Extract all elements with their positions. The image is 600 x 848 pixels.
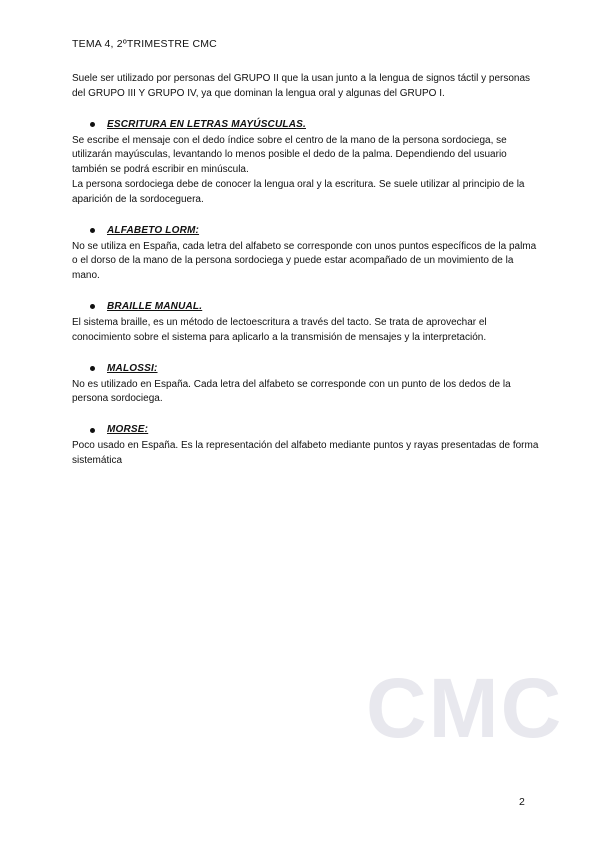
section-braille-manual xyxy=(72,300,542,346)
intro-paragraph: Suele ser utilizado por personas del GRUPO II que la usan junto a la lengua de signos táctil y personas del GRUPO III Y GRUPO IV, ya que dominan la lengua oral y algunas del GRUPO I. xyxy=(72,73,531,99)
section-paragraph: El sistema braille, es un método de lectoescritura a través del tacto. Se trata de aprovechar el conocimiento sobre el sistema para aplicarlo a la transmisión de mensajes y la interpretación. xyxy=(72,316,487,343)
section-title: ESCRITURA EN LETRAS MAYÚSCULAS. xyxy=(107,118,306,130)
section-heading xyxy=(90,362,542,376)
watermark-logo: CMC xyxy=(366,661,564,755)
page-header xyxy=(72,38,217,50)
bullet-icon xyxy=(90,366,95,371)
bullet-icon xyxy=(90,304,95,309)
section-malossi xyxy=(72,362,542,408)
section-alfabeto-lorm xyxy=(72,224,542,284)
page-number: 2 xyxy=(519,796,525,808)
section-paragraph: No se utiliza en España, cada letra del alfabeto se corresponde con unos puntos específicos de la palma o el dorso de la mano de la persona sordociega y puede estar acompañado de un movimiento de la mano. xyxy=(72,240,537,282)
section-heading xyxy=(90,300,542,314)
section-heading xyxy=(90,118,542,132)
section-paragraph: No es utilizado en España. Cada letra del alfabeto se corresponde con un punto de los dedos de la persona sordociega. xyxy=(72,378,511,405)
section-title: ALFABETO LORM: xyxy=(107,224,200,236)
document-body xyxy=(72,72,542,469)
section-heading xyxy=(90,224,542,238)
section-heading xyxy=(90,423,542,437)
section-escritura-mayusculas xyxy=(72,118,542,208)
bullet-icon xyxy=(90,122,95,127)
section-paragraph: Poco usado en España. Es la representación del alfabeto mediante puntos y rayas presentadas de forma sistemática xyxy=(72,440,539,466)
section-paragraph: Se escribe el mensaje con el dedo índice sobre el centro de la mano de la persona sordociega, se utilizarán mayúsculas, levantando lo menos posible el dedo de la palma. Dependiendo del usuario también se podrá escribir en minúscula. xyxy=(72,134,507,176)
section-paragraph: La persona sordociega debe de conocer la lengua oral y la escritura. Se suele utilizar al principio de la aparición de la sordoceguera. xyxy=(72,178,525,205)
section-morse xyxy=(72,423,542,469)
section-title: MALOSSI: xyxy=(107,362,158,374)
header-title: TEMA 4, 2ºTRIMESTRE CMC xyxy=(72,38,217,50)
bullet-icon xyxy=(90,228,95,233)
bullet-icon xyxy=(90,428,95,433)
section-title: BRAILLE MANUAL. xyxy=(107,300,203,312)
section-title: MORSE: xyxy=(107,424,149,436)
